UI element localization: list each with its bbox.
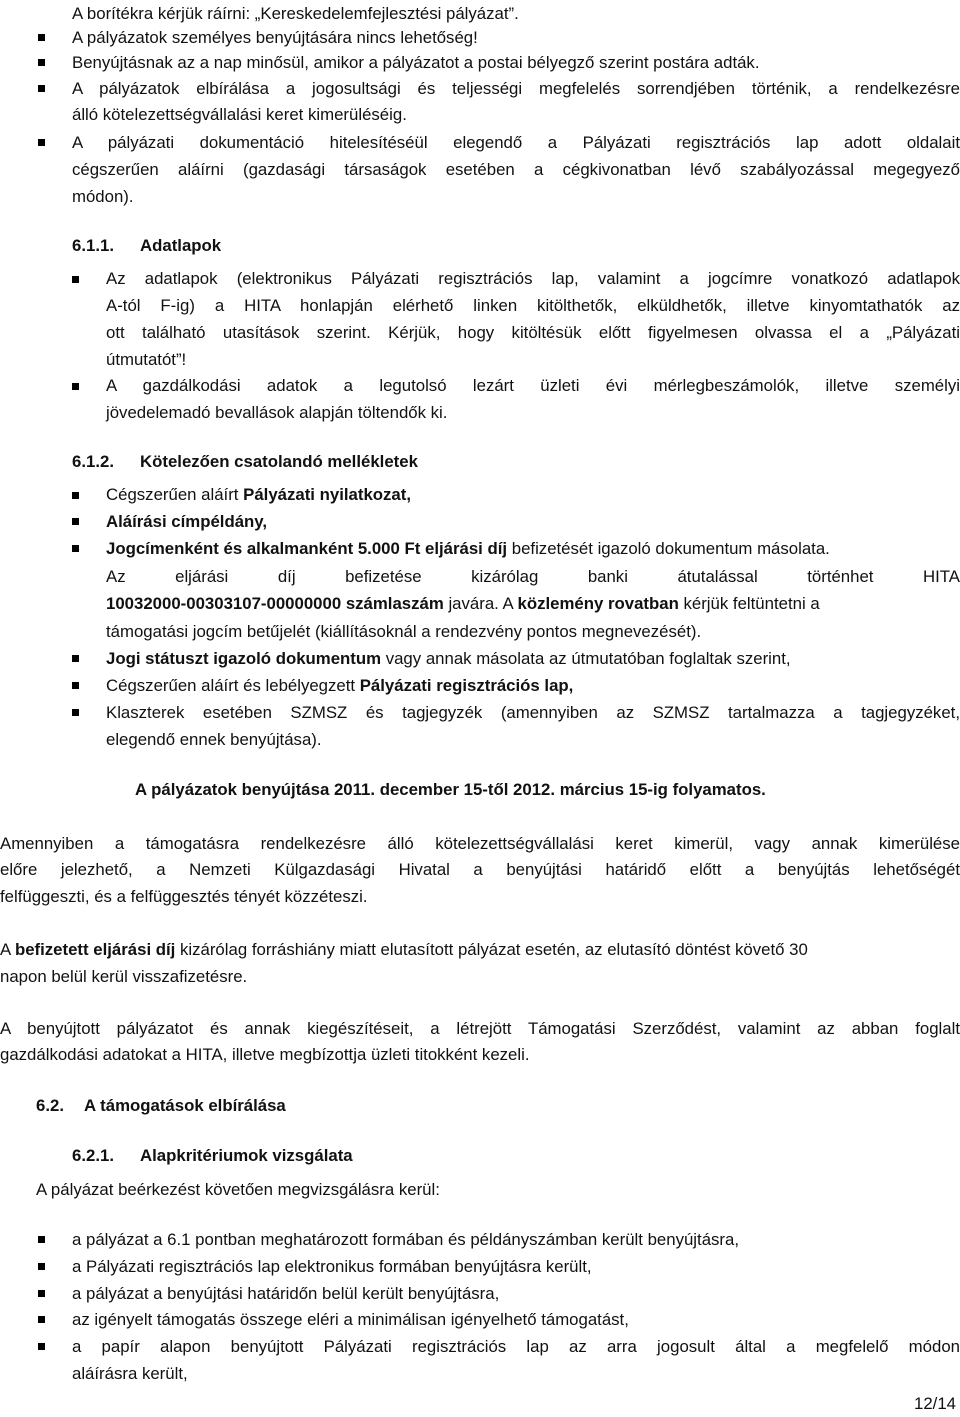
bullet-icon <box>38 1263 45 1270</box>
list-item: Benyújtásnak az a nap minősül, amikor a pályázatot a postai bélyegző szerint postára adták. <box>72 53 760 72</box>
envelope-note: A borítékra kérjük ráírni: „Kereskedelemfejlesztési pályázat”. <box>72 4 519 23</box>
bullet-icon <box>38 85 45 92</box>
paragraph-line: előre jelezhető, a Nemzeti Külgazdasági Hivatal a benyújtási határidő előtt a benyújtás lehetőségét <box>0 860 960 879</box>
list-item: Az adatlapok (elektronikus Pályázati regisztrációs lap, valamint a jogcímre vonatkozó adatlapok <box>106 269 960 288</box>
paragraph-line: A benyújtott pályázatot és annak kiegészítéseit, a létrejött Támogatási Szerződést, valamint az abban foglalt <box>0 1019 960 1038</box>
list-item: Jogcímenként és alkalmanként 5.000 Ft eljárási díj befizetését igazoló dokumentum másolata. <box>106 539 830 558</box>
paragraph-line: napon belül kerül visszafizetésre. <box>0 967 248 986</box>
paragraph-line: Amennyiben a támogatásra rendelkezésre álló kötelezettségvállalási keret kimerül, vagy annak kimerülése <box>0 834 960 853</box>
section-number: 6.1.1. <box>72 236 114 255</box>
list-item-continued: jövedelemadó bevallások alapján töltendők ki. <box>106 403 448 422</box>
list-item-continued: álló kötelezettségvállalási keret kimerüléséig. <box>72 105 407 124</box>
list-item-continued: módon). <box>72 187 134 206</box>
list-item: A pályázati dokumentáció hitelesítéséül elegendő a Pályázati regisztrációs lap adott oldalait <box>72 133 960 152</box>
bullet-icon <box>72 518 79 525</box>
list-item: a Pályázati regisztrációs lap elektronikus formában benyújtásra került, <box>72 1257 592 1276</box>
list-item: a papír alapon benyújtott Pályázati regisztrációs lap az arra jogosult által a megfelelő módon <box>72 1337 960 1356</box>
section-number: 6.2.1. <box>72 1146 114 1165</box>
list-item: a pályázat a benyújtási határidőn belül került benyújtásra, <box>72 1284 500 1303</box>
list-item: Cégszerűen aláírt Pályázati nyilatkozat, <box>106 485 412 504</box>
bullet-icon <box>72 276 79 283</box>
list-item-continued: elegendő ennek benyújtása). <box>106 730 322 749</box>
list-item-continued: útmutatót”! <box>106 350 187 369</box>
bullet-icon <box>38 1343 45 1350</box>
list-item: Cégszerűen aláírt és lebélyegzett Pályázati regisztrációs lap, <box>106 676 574 695</box>
bullet-icon <box>38 59 45 66</box>
section-intro: A pályázat beérkezést követően megvizsgálásra kerül: <box>36 1180 440 1199</box>
paragraph-line: A befizetett eljárási díj kizárólag forráshiány miatt elutasított pályázat esetén, az elutasító döntést követő 30 <box>0 940 808 959</box>
bullet-icon <box>38 1290 45 1297</box>
bullet-icon <box>38 139 45 146</box>
list-item-continued: Az eljárási díj befizetése kizárólag banki átutalással történhet HITA <box>106 567 960 586</box>
list-item: Klaszterek esetében SZMSZ és tagjegyzék (amennyiben az SZMSZ tartalmazza a tagjegyzéket, <box>106 703 960 722</box>
list-item: a pályázat a 6.1 pontban meghatározott formában és példányszámban került benyújtásra, <box>72 1230 740 1249</box>
section-title: Adatlapok <box>140 236 222 255</box>
paragraph-line: felfüggeszti, és a felfüggesztés tényét közzéteszi. <box>0 887 368 906</box>
section-title: A támogatások elbírálása <box>84 1096 286 1115</box>
paragraph-line: gazdálkodási adatokat a HITA, illetve megbízottja üzleti titokként kezeli. <box>0 1045 530 1064</box>
bullet-icon <box>38 1236 45 1243</box>
bullet-icon <box>72 545 79 552</box>
submission-deadline: A pályázatok benyújtása 2011. december 15-től 2012. március 15-ig folyamatos. <box>135 780 766 799</box>
list-item-continued: cégszerűen aláírni (gazdasági társaságok esetében a cégkivonatban lévő szabályozással megegyező <box>72 160 960 179</box>
list-item-continued: aláírásra került, <box>72 1364 188 1383</box>
list-item: az igényelt támogatás összege eléri a minimálisan igényelhető támogatást, <box>72 1310 629 1329</box>
bullet-icon <box>72 492 79 499</box>
bullet-icon <box>72 383 79 390</box>
list-item-continued: támogatási jogcím betűjelét (kiállításoknál a rendezvény pontos megnevezését). <box>106 622 702 641</box>
list-item: Jogi státuszt igazoló dokumentum vagy annak másolata az útmutatóban foglaltak szerint, <box>106 649 791 668</box>
bullet-icon <box>38 1316 45 1323</box>
list-item-continued: 10032000-00303107-00000000 számlaszám javára. A közlemény rovatban kérjük feltüntetni a <box>106 594 820 613</box>
list-item: A gazdálkodási adatok a legutolsó lezárt üzleti évi mérlegbeszámolók, illetve személyi <box>106 376 960 395</box>
bullet-icon <box>38 34 45 41</box>
bullet-icon <box>72 682 79 689</box>
list-item: A pályázatok személyes benyújtására nincs lehetőség! <box>72 28 478 47</box>
section-number: 6.1.2. <box>72 452 114 471</box>
list-item-continued: ott található utasítások szerint. Kérjük, hogy kitöltésük előtt figyelmesen olvassa el a „Pályázati <box>106 323 960 342</box>
list-item: A pályázatok elbírálása a jogosultsági és teljességi megfelelés sorrendjében történik, a rendelkezésre <box>72 79 960 98</box>
bullet-icon <box>72 655 79 662</box>
page-number: 12/14 <box>914 1394 956 1413</box>
section-number: 6.2. <box>36 1096 64 1115</box>
section-title: Alapkritériumok vizsgálata <box>140 1146 353 1165</box>
list-item: Aláírási címpéldány, <box>106 512 268 531</box>
list-item-continued: A-tól F-ig) a HITA honlapján elérhető linken kitölthetők, elküldhetők, illetve kinyomtathatók az <box>106 296 960 315</box>
bullet-icon <box>72 709 79 716</box>
section-title: Kötelezően csatolandó mellékletek <box>140 452 418 471</box>
